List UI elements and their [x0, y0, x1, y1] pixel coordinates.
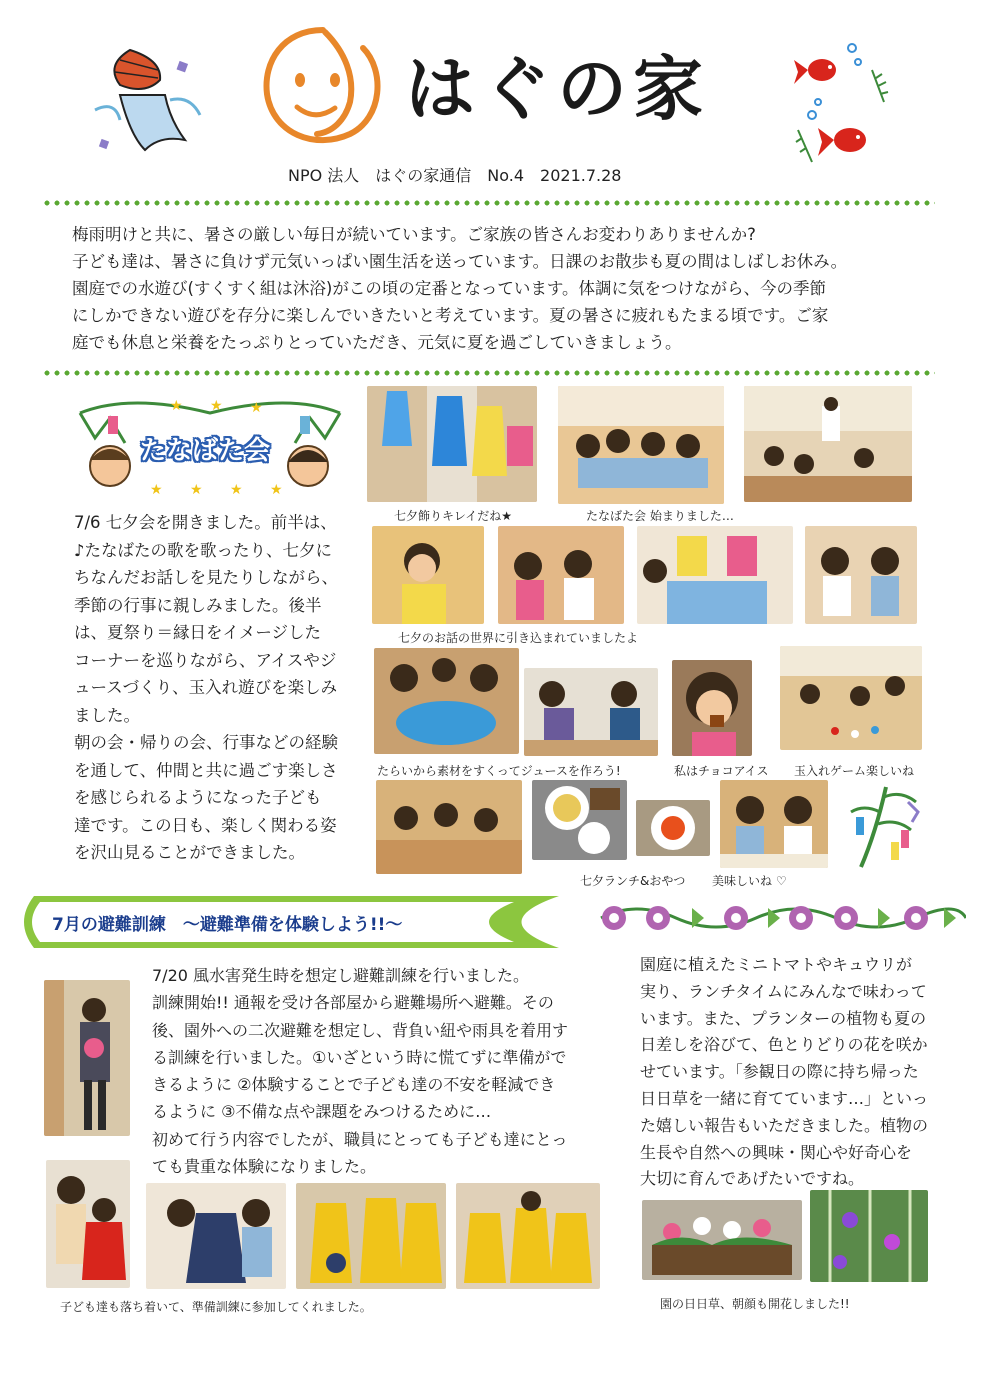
garden-line: た嬉しい報告もいただきました。植物の: [640, 1115, 929, 1135]
drill-heading: 7月の避難訓練 ～避難準備を体験しよう!!～: [52, 915, 403, 935]
svg-text:★: ★: [230, 482, 243, 498]
tanabata-line: を感じられるようになった子ども: [74, 788, 322, 807]
caption-start: たなばた会 始まりました…: [586, 509, 734, 523]
photo-tanabata-start: [558, 386, 724, 504]
logo-face-icon: [255, 22, 390, 152]
garden-line: せています。「参観日の際に持ち帰った: [640, 1062, 919, 1082]
caption-tamaire: 玉入れゲーム楽しいね: [794, 764, 915, 778]
photo-juice-making: [374, 648, 519, 754]
caption-juice: たらいから素材をすくってジュースを作ろう!: [377, 764, 621, 778]
photo-juice-table: [524, 668, 658, 756]
photo-tamaire: [780, 646, 922, 750]
tanabata-line: ました。: [74, 705, 140, 725]
tanabata-line: 7/6 七夕会を開きました。前半は、: [74, 513, 337, 532]
caption-lunch: 七夕ランチ&おやつ: [580, 874, 686, 888]
drill-line: 後、園外への二次避難を想定し、背負い紐や雨具を着用す: [152, 1020, 569, 1040]
intro-line: 園庭での水遊び(すくすく組は沐浴)がこの頃の定番となっています。体調に気をつけながら、今の季節: [72, 279, 827, 298]
photo-choco-ice: [672, 660, 752, 756]
intro-line: 庭でも休息と栄養をたっぷりとっていただき、元気に夏を過ごしていきましょう。: [72, 333, 682, 352]
caption-choco: 私はチョコアイス: [674, 764, 769, 778]
divider-middle: [42, 370, 935, 376]
tanabata-line: 達です。この日も、楽しく関わる姿: [74, 815, 337, 835]
photo-drill-carrying: [44, 980, 130, 1136]
morning-glory-border: [596, 896, 966, 940]
divider-top: [42, 200, 935, 206]
photo-periwinkle-planter: [642, 1200, 802, 1280]
garden-line: 大切に育んであげたいですね。: [640, 1169, 865, 1189]
svg-text:★: ★: [250, 400, 263, 416]
drill-line: るように ③不備な点や課題をみつけるために…: [152, 1102, 492, 1122]
drill-line: 訓練開始!! 通報を受け各部屋から避難場所へ避難。その: [152, 993, 554, 1013]
photo-snack: [636, 800, 710, 856]
drill-line: 初めて行う内容でしたが、職員にとっても子ども達にとっ: [152, 1129, 568, 1149]
caption-drill: 子ども達も落ち着いて、準備訓練に参加してくれました。: [60, 1300, 372, 1314]
drill-line: 7/20 風水害発生時を想定し避難訓練を行いました。: [152, 966, 530, 985]
intro-line: 子ども達は、暑さに負けず元気いっぱい園生活を送っています。日課のお散歩も夏の間はしばしお休み。: [72, 252, 848, 271]
garden-line: 生長や自然への興味・関心や好奇心を: [640, 1142, 913, 1162]
tanabata-line: コーナーを巡りながら、アイスやジ: [74, 650, 337, 670]
garden-paragraph: [640, 952, 950, 1193]
photo-lunch-room: [376, 780, 522, 874]
intro-paragraph: [72, 221, 932, 356]
photo-drill-raincoat-navy: [146, 1183, 286, 1289]
photo-drill-raincoat-red: [46, 1160, 130, 1288]
garden-line: います。また、プランターの植物も夏の: [640, 1008, 927, 1028]
caption-delicious: 美味しいね ♡: [712, 874, 787, 888]
photo-delicious: [720, 780, 828, 868]
tanabata-line: は、夏祭り＝縁日をイメージした: [74, 623, 322, 642]
tanabata-fukinagashi-illustration: [90, 40, 205, 160]
tanabata-line: ちなんだお話しを見たりしながら、: [74, 568, 338, 587]
photo-drill-raincoat-yellow-group: [296, 1183, 446, 1289]
bamboo-decoration-icon: [846, 782, 926, 872]
caption-story: 七夕のお話の世界に引き込まれていましたよ: [398, 631, 639, 645]
caption-decorations: 七夕飾りキレイだね★: [394, 509, 513, 523]
garden-line: 日差しを浴びて、色とりどりの花を咲か: [640, 1035, 928, 1055]
tanabata-banner: [70, 398, 350, 498]
page-title: はぐの家: [405, 47, 709, 130]
photo-tanabata-lunch: [532, 780, 627, 860]
tanabata-banner-title: たなばた会: [140, 436, 271, 466]
goldfish-illustration: [792, 40, 897, 170]
svg-text:★: ★: [210, 398, 223, 414]
intro-line: 梅雨明けと共に、暑さの厳しい毎日が続いています。ご家族の皆さんお変わりありませんか?: [72, 225, 756, 244]
photo-tanabata-decorations: [367, 386, 537, 502]
drill-paragraph: [152, 962, 592, 1180]
svg-text:★: ★: [190, 482, 203, 498]
svg-text:★: ★: [170, 398, 183, 414]
photo-story-3: [805, 526, 917, 624]
garden-line: 実り、ランチタイムにみんなで味わって: [640, 981, 927, 1001]
photo-story-1: [372, 526, 484, 624]
intro-line: にしかできない遊びを存分に楽しんでいきたいと考えています。夏の暑さに疲れもたまる頃です。ご家: [72, 306, 829, 325]
svg-text:★: ★: [270, 482, 283, 498]
caption-garden: 園の日日草、朝顔も開花しました!!: [660, 1297, 850, 1311]
svg-text:★: ★: [150, 482, 163, 498]
tanabata-paragraph: [74, 509, 364, 867]
tanabata-line: ュースづくり、玉入れ遊びを楽しみ: [74, 678, 338, 697]
tanabata-line: 朝の会・帰りの会、行事などの経験: [74, 733, 338, 752]
drill-line: る訓練を行いました。①いざという時に慌てずに準備がで: [152, 1047, 567, 1067]
drill-line: ても貴重な体験になりました。: [152, 1157, 377, 1177]
drill-line: きるように ②体験することで子ども達の不安を軽減でき: [152, 1075, 556, 1095]
newsletter-subtitle: NPO 法人 はぐの家通信 No.4 2021.7.28: [288, 166, 622, 185]
drill-banner: [14, 892, 559, 952]
photo-tanabata-room: [744, 386, 912, 502]
garden-line: 園庭に植えたミニトマトやキュウリが: [640, 955, 913, 974]
tanabata-line: 季節の行事に親しみました。後半: [74, 595, 322, 615]
photo-drill-raincoat-yellow-hall: [456, 1183, 600, 1289]
tanabata-line: を沢山見ることができました。: [74, 843, 305, 862]
photo-story-puppet: [637, 526, 793, 624]
photo-story-2: [498, 526, 624, 624]
tanabata-line: ♪たなばたの歌を歌ったり、七夕に: [74, 540, 333, 560]
photo-morning-glory: [810, 1190, 928, 1282]
tanabata-line: を通して、仲間と共に過ごす楽しさ: [74, 760, 338, 780]
garden-line: 日日草を一緒に育てています…」といっ: [640, 1088, 929, 1108]
